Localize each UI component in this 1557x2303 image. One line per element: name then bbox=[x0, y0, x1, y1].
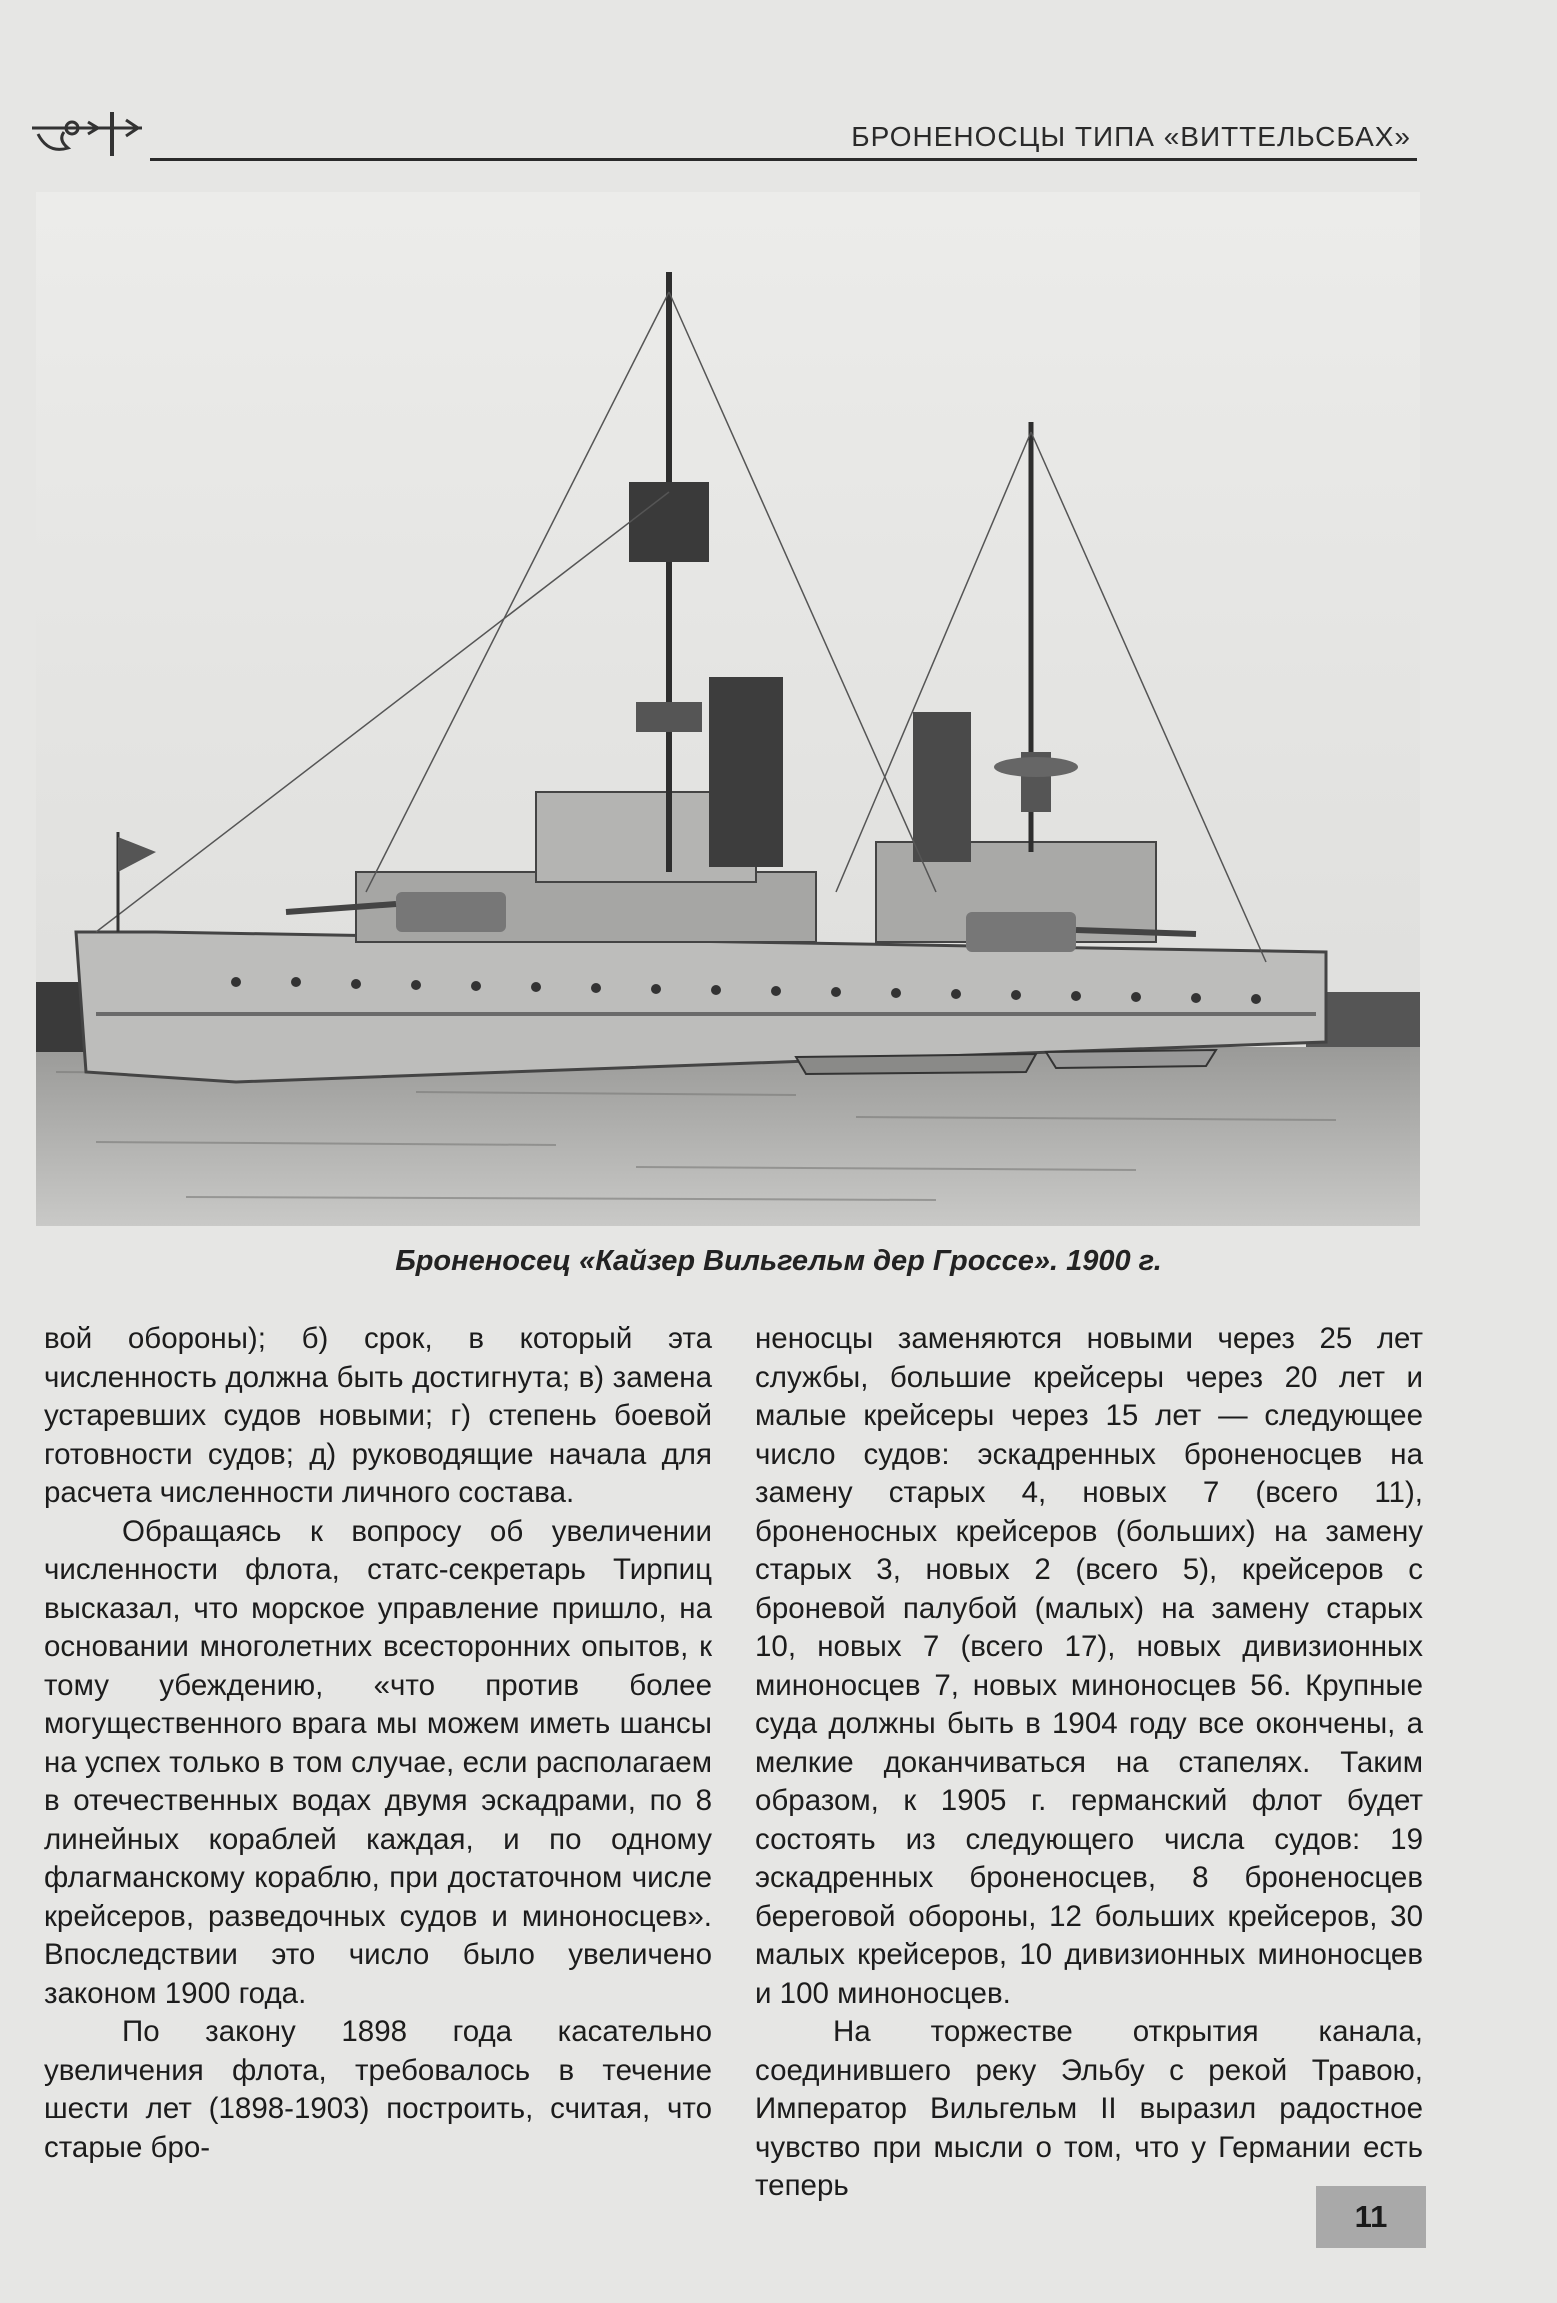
paragraph: По закону 1898 года касательно увеличения флота, требовалось в течение шести лет (1898-1903) построить, считая, что старые бро- bbox=[44, 2015, 712, 2164]
anchor-emblem-icon bbox=[28, 104, 146, 166]
paragraph: Обращаясь к вопросу об увеличении численности флота, статс-секретарь Тирпиц высказал, что морское управление пришло, на основании многолетних всесторонних опытов, к тому убеждению, «что против более могущественного врага мы можем иметь шансы на успех только в том случае, если располагаем в отечественных водах двумя эскадрами, по 8 линейных кораблей каждая, и по одному флагманскому кораблю, при достаточном числе крейсеров, разведочных судов и миноносцев». Впоследствии это число было увеличено законом 1900 года. bbox=[44, 1514, 712, 2010]
running-header-title: БРОНЕНОСЦЫ ТИПА «ВИТТЕЛЬСБАХ» bbox=[851, 121, 1411, 152]
text-column-left bbox=[44, 1320, 712, 2167]
figure-caption: Броненосец «Кайзер Вильгельм дер Гроссе». 1900 г. bbox=[395, 1245, 1162, 1277]
battleship-photo bbox=[36, 192, 1420, 1226]
paragraph: неносцы заменяются новыми через 25 лет службы, большие крейсеры через 20 лет и малые крейсеры через 15 лет — следующее число судов: эскадренных броненосцев на замену старых 4, новых 7 (всего 11), броненосных крейсеров (больших) на замену старых 3, новых 2 (всего 5), крейсеров с броневой палубой (малых) на замену старых 10, новых 7 (всего 17), новых дивизионных миноносцев 7, новых миноносцев 56. Крупные суда должны быть в 1904 году все окончены, а мелкие доканчиваться на стапелях. Таким образом, к 1905 г. германский флот будет состоять из следующего числа судов: 19 эскадренных броненосцев, 8 броненосцев береговой обороны, 12 больших крейсеров, 30 малых крейсеров, 10 дивизионных миноносцев и 100 миноносцев. bbox=[755, 1322, 1423, 2010]
paragraph: вой обороны); б) срок, в который эта численность должна быть достигнута; в) замена устаревших судов новыми; г) степень боевой готовности судов; д) руководящие начала для расчета численности личного состава. bbox=[44, 1322, 712, 1509]
paragraph: На торжестве открытия канала, соединившего реку Эльбу с рекой Травою, Император Вильгельм II выразил радостное чувство при мысли о том, что у Германии есть теперь bbox=[755, 2015, 1423, 2202]
text-column-right bbox=[755, 1320, 1423, 2206]
header-rule bbox=[150, 158, 1417, 161]
page-number: 11 bbox=[1316, 2186, 1426, 2248]
